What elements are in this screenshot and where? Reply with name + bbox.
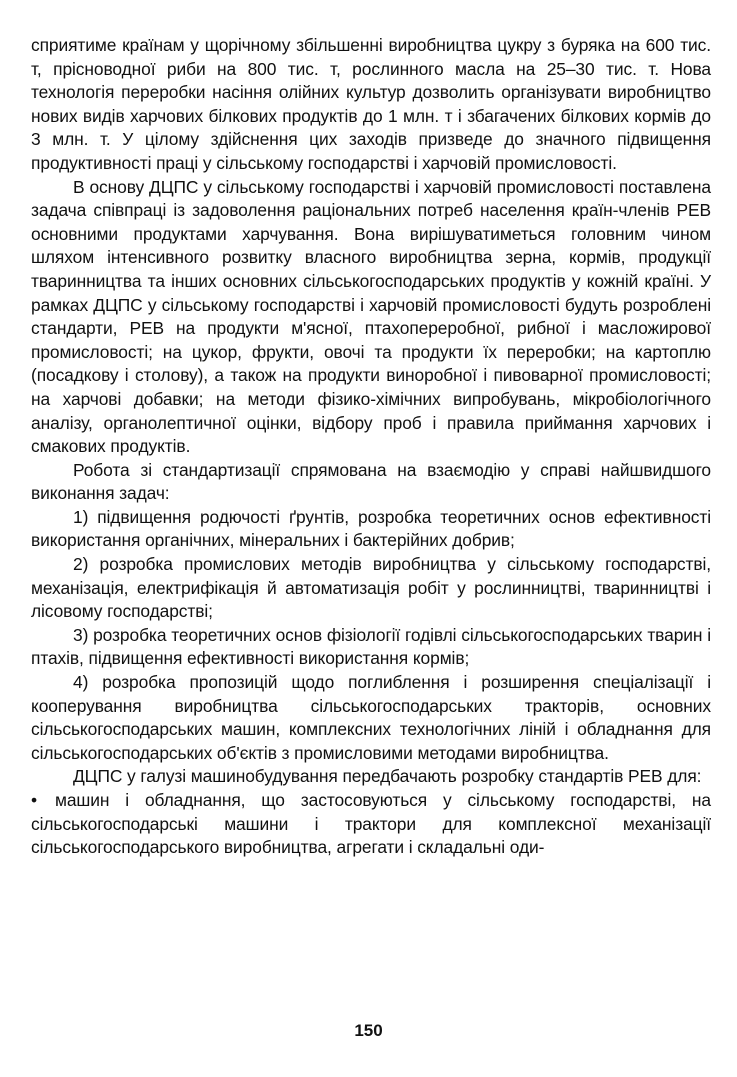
paragraph-1: сприятиме країнам у щорічному збільшенні виробництва цукру з буряка на 600 тис. т, прісноводної риби на 800 тис. т, рослинного масла на 25–30 тис. т. Нова технологія переробки насіння олійних культур дозволить організувати виробництво нових видів харчових білкових продуктів до 1 млн. т і збагачених білкових кормів до 3 млн. т. У цілому здійснення цих заходів призведе до значного підвищення продуктивності праці у сільському господарстві і харчовій промисловості.	[31, 35, 711, 173]
list-item-4: 4) розробка пропозицій щодо поглиблення і розширення спеціалізації і кооперування виробництва сільськогосподарських тракторів, основних сільськогосподарських машин, комплексних технологічних ліній і обладнання для сільськогосподарських об'єктів з промисловими методами виробництва.	[31, 672, 711, 763]
bullet-text: машин і обладнання, що застосовуються у сільському господарстві, на сільськогосподарські машини і трактори для комплексної механізації сільськогосподарського виробництва, агрегати і складальні оди-	[31, 790, 711, 858]
body-text	[31, 34, 711, 860]
paragraph-4: ДЦПС у галузі машинобудування передбачають розробку стандартів РЕВ для:	[73, 766, 702, 787]
page-number: 150	[354, 1021, 383, 1040]
list-item-1: 1) підвищення родючості ґрунтів, розробка теоретичних основ ефективності використання органічних, мінеральних і бактерійних добрив;	[31, 506, 711, 551]
paragraph-2: В основу ДЦПС у сільському господарстві і харчовій промисловості поставлена задача співпраці із задоволення раціональних потреб населення країн-членів РЕВ основними продуктами харчування. Вона вирішуватиметься головним чином шляхом інтенсивного розвитку власного виробництва зерна, кормів, продукції тваринництва та інших основних сільськогосподарських продуктів у кожній країні. У рамках ДЦПС у сільському господарстві і харчовій промисловості будуть розроблені стандарти, РЕВ на продукти м'ясної, птахопереробної, рибної і масложирової промисловості; на цукор, фрукти, овочі та продукти їх переробки; на картоплю (посадкову і столову), а також на продукти виноробної і пивоварної промисловості; на харчові добавки; на методи фізико-хімічних випробувань, мікробіологічного аналізу, органолептичної оцінки, відбору проб і правила приймання харчових і смакових продуктів.	[31, 176, 711, 457]
bullet-marker: •	[31, 790, 37, 810]
list-item-2: 2) розробка промислових методів виробництва у сільському господарстві, механізація, електрифікація й автоматизація робіт у рослинництві, тваринництві і лісовому господарстві;	[31, 554, 711, 622]
paragraph-3: Робота зі стандартизації спрямована на взаємодію у справі найшвидшого виконання задач:	[31, 459, 711, 504]
bullet-item	[31, 789, 711, 860]
list-item-3: 3) розробка теоретичних основ фізіології годівлі сільськогосподарських тварин і птахів, підвищення ефективності використання кормів;	[31, 624, 711, 669]
